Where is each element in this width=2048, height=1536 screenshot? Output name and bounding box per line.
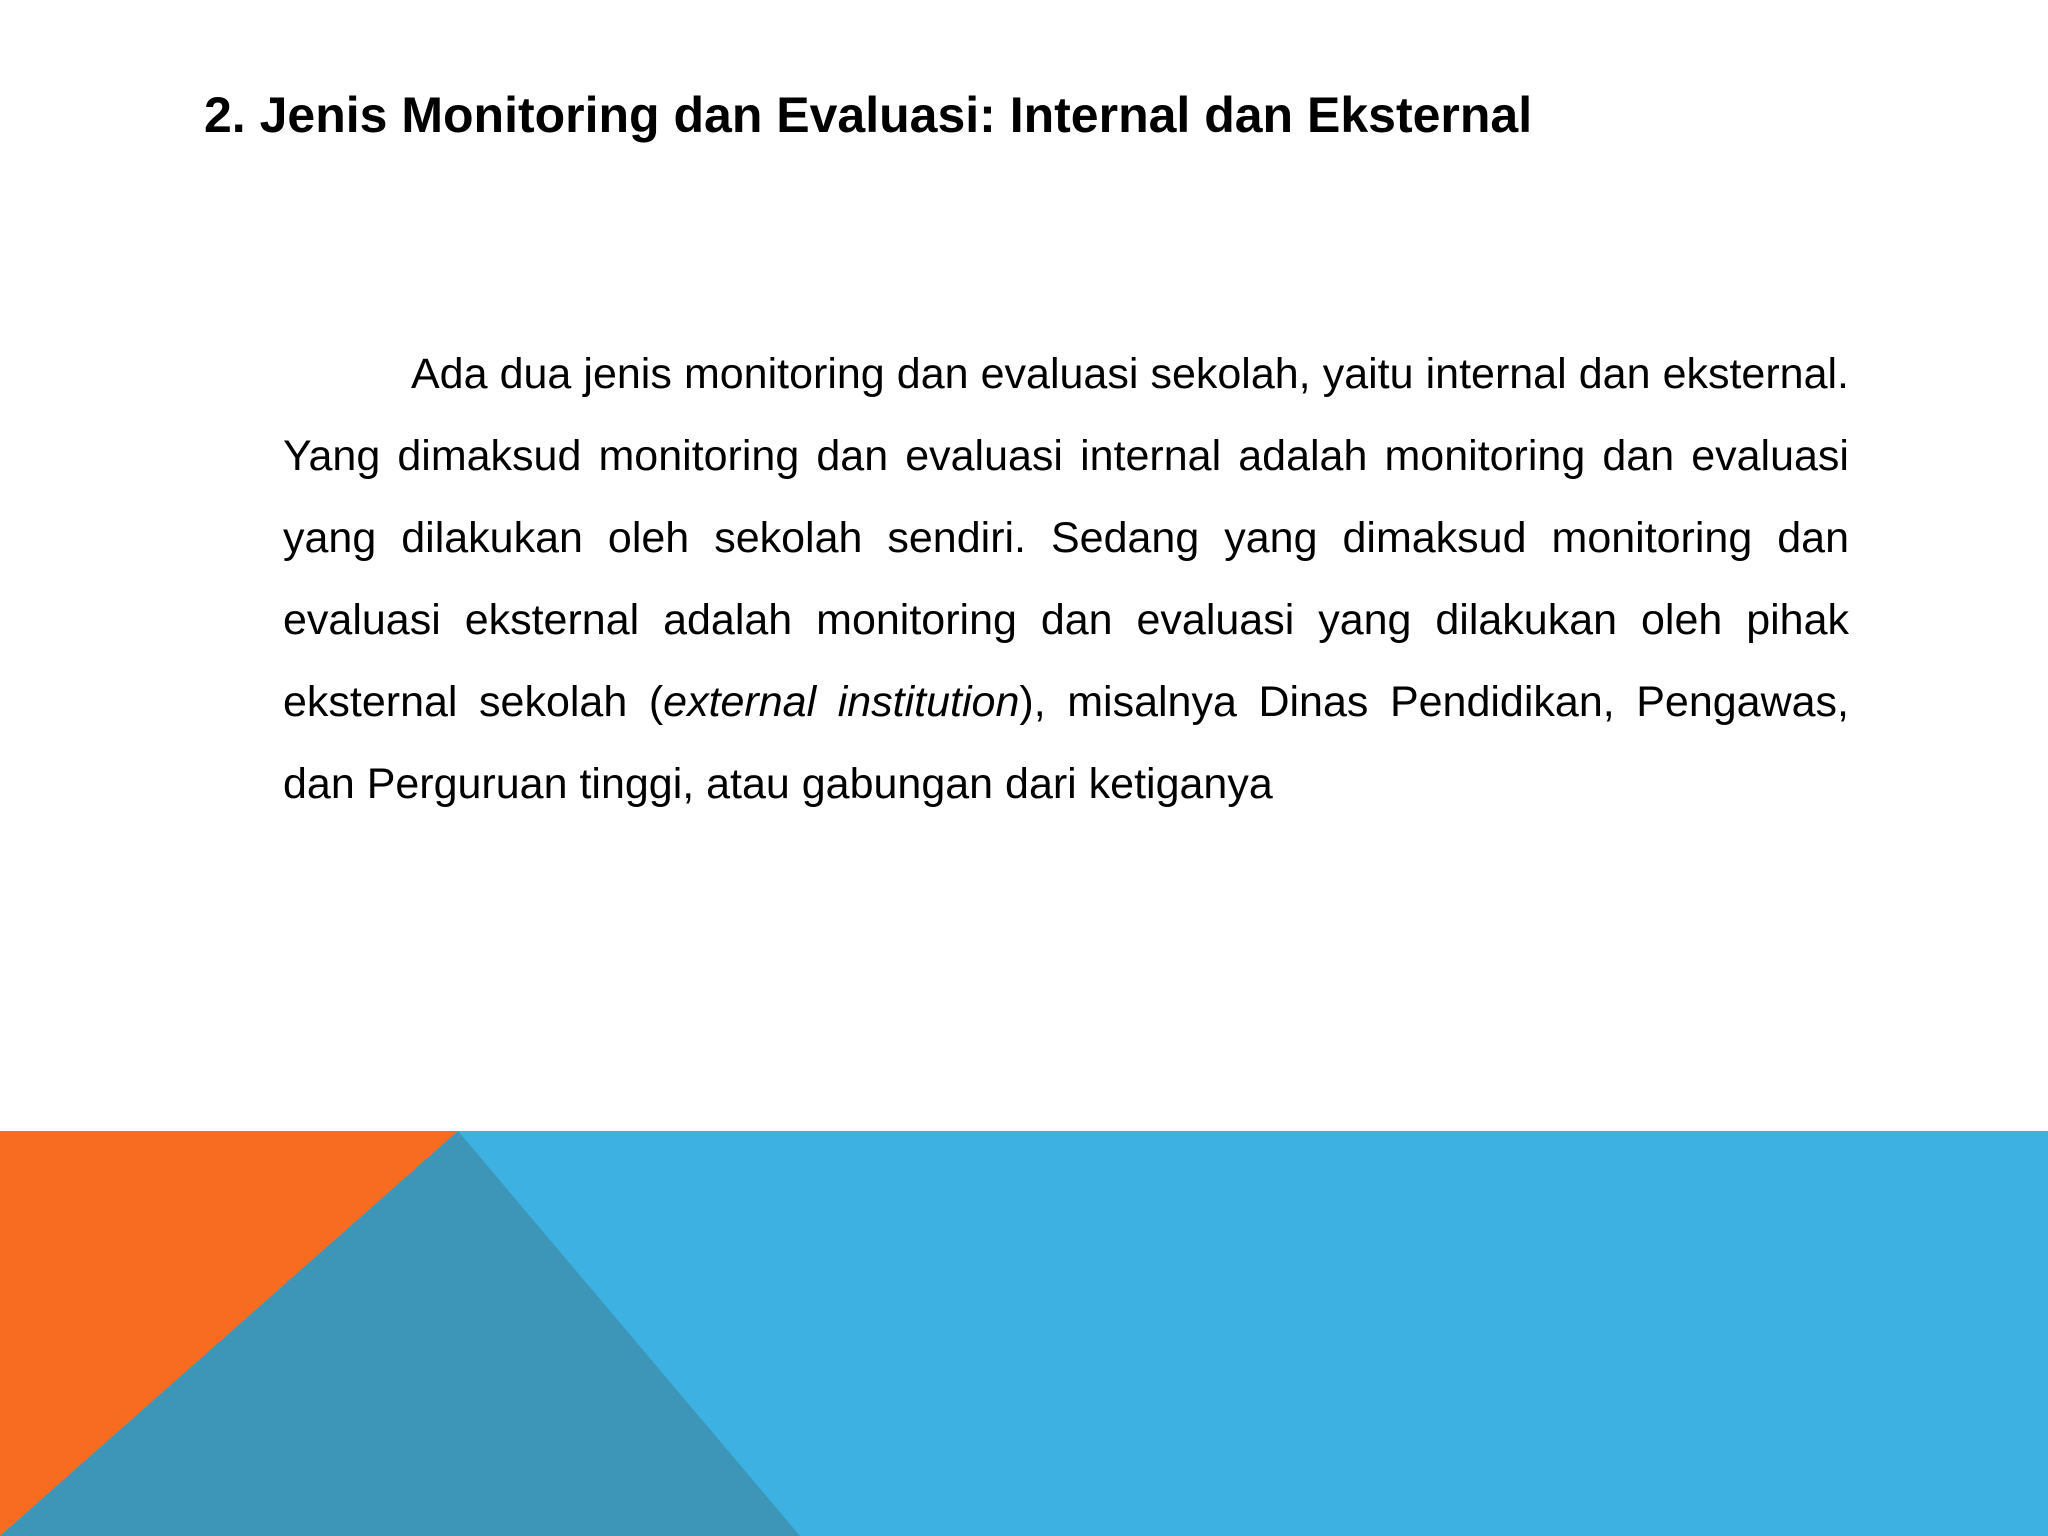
footer-decoration [0, 1131, 2048, 1536]
body-text-start: Ada dua jenis monitoring dan evaluasi sekolah, yaitu internal dan eksternal. Yang dimaksud monitoring dan evaluasi internal adalah monitoring dan evaluasi yang dilakukan oleh sekolah sendiri. Sedang yang dimaksud monitoring dan evaluasi eksternal adalah monitoring dan evaluasi yang dilakukan oleh pihak eksternal sekolah ( [283, 350, 1849, 726]
body-text-italic: external institution [663, 678, 1020, 726]
body-text-end: ), misalnya Dinas Pendidikan, Pengawas, dan Perguruan tinggi, atau gabungan dari ketiganya [283, 678, 1849, 808]
slide-title: 2. Jenis Monitoring dan Evaluasi: Internal dan Eksternal [204, 87, 1533, 143]
slide-body-paragraph [283, 333, 1849, 825]
footer-shapes [0, 1131, 2048, 1536]
